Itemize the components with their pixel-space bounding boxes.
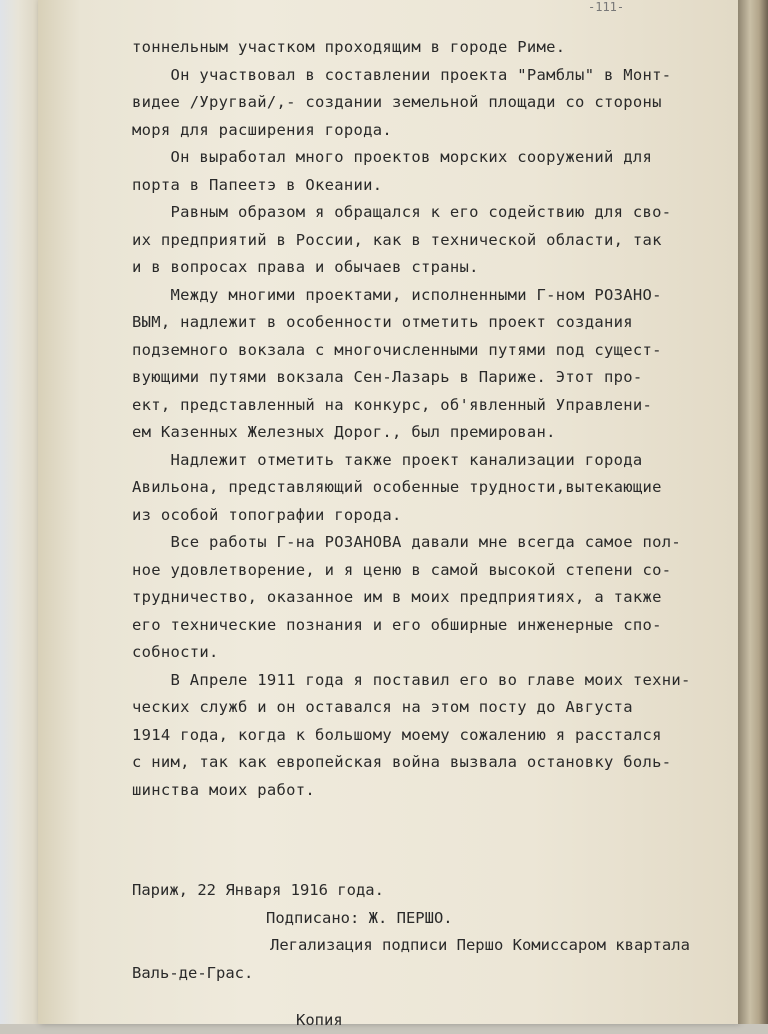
legalization-line: Легализация подписи Першо Комиссаром квартала	[270, 936, 690, 954]
text-line: Между многими проектами, исполненными Г-ном РОЗАНО-	[132, 285, 662, 304]
text-line: ект, представленный на конкурс, об'явленный Управлени-	[132, 395, 653, 414]
text-line: 1914 года, когда к большому моему сожалению я расстался	[132, 725, 662, 744]
text-line: трудничество, оказанное им в моих предприятиях, а также	[132, 588, 662, 606]
signature-block	[132, 876, 742, 1034]
copy-label: Копия	[296, 1011, 343, 1029]
text-line: ем Казенных Железных Дорог., был премирован.	[132, 423, 556, 441]
page-stack-edge	[738, 0, 768, 1024]
text-line: подземного вокзала с многочисленными путями под сущест-	[132, 340, 662, 359]
text-line: его технические познания и его обширные инженерные спо-	[132, 615, 662, 634]
text-line: ческих служб и он оставался на этом посту до Августа	[132, 698, 633, 716]
text-line: Равным образом я обращался к его содействию для сво-	[132, 203, 672, 221]
text-line: тоннельным участком проходящим в городе Риме.	[132, 38, 566, 56]
text-line: ное удовлетворение, и я ценю в самой высокой степени со-	[132, 560, 672, 579]
legalization-line: Валь-де-Грас.	[132, 963, 254, 982]
text-line: с ним, так как европейская война вызвала остановку боль-	[132, 753, 672, 771]
text-line: Авильона, представляющий особенные трудности,вытекающие	[132, 478, 662, 496]
signed-line: Подписано: Ж. ПЕРШО.	[266, 908, 453, 927]
text-line: В Апреле 1911 года я поставил его во главе моих техни-	[132, 670, 691, 689]
text-line: их предприятий в России, как в технической области, так	[132, 230, 662, 249]
text-line: шинства моих работ.	[132, 780, 316, 799]
document-body	[132, 34, 732, 804]
place-date: Париж, 22 Января 1916 года.	[132, 881, 384, 899]
text-line: Он участвовал в составлении проекта "Рамблы" в Монт-	[132, 65, 672, 84]
text-line: Все работы Г-на РОЗАНОВА давали мне всегда самое пол-	[132, 533, 682, 551]
text-line: и в вопросах права и обычаев страны.	[132, 258, 479, 276]
text-line: ВЫМ, надлежит в особенности отметить проект создания	[132, 313, 633, 331]
text-line: порта в Папеетэ в Океании.	[132, 175, 383, 194]
text-line: вующими путями вокзала Сен-Лазарь в Париже. Этот про-	[132, 368, 643, 386]
page-number: -111-	[588, 0, 625, 14]
text-line: Он выработал много проектов морских сооружений для	[132, 148, 653, 166]
text-line: моря для расширения города.	[132, 120, 393, 139]
text-line: из особой топографии города.	[132, 505, 402, 524]
text-line: видее /Уругвай/,- создании земельной площади со стороны	[132, 93, 662, 111]
text-line: собности.	[132, 643, 219, 661]
text-line: Надлежит отметить также проект канализации города	[132, 450, 643, 469]
